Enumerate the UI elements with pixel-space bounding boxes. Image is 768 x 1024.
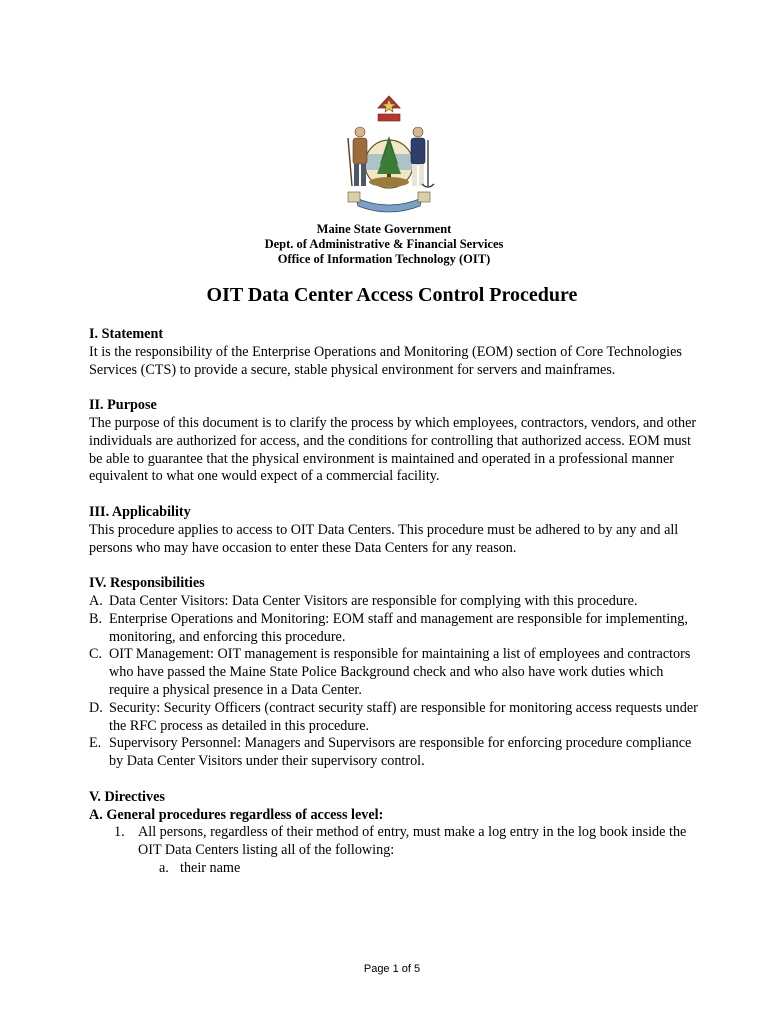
document-title: OIT Data Center Access Control Procedure [206, 284, 578, 306]
statement-heading: I. Statement [89, 326, 164, 342]
page-number: Page 1 of 5 [363, 963, 421, 975]
list-item-text: Security: Security Officers (contract security staff) are responsible for monitoring access requests under the RFC process as detailed in this procedure. [109, 699, 698, 734]
document-body [89, 326, 704, 878]
maine-state-seal [340, 94, 438, 218]
purpose-body: The purpose of this document is to clarify the process by which employees, contractors, vendors, and other individuals are authorized for access, and the conditions for controlling that authorized access. EOM must be able to guarantee that the physical environment is maintained and operated in a professional manner equivalent to what one would expect of a commercial facility. [89, 414, 697, 485]
statement-body: It is the responsibility of the Enterprise Operations and Monitoring (EOM) section of Core Technologies Services (CTS) to provide a secure, stable physical environment for servers and mainframes. [89, 343, 682, 378]
list-marker: D. [89, 699, 103, 716]
list-marker: 1. [114, 824, 125, 841]
list-marker: E. [89, 735, 102, 752]
list-marker: a. [159, 859, 169, 876]
header-line-department: Dept. of Administrative & Financial Services [264, 237, 504, 251]
list-item [89, 593, 704, 611]
applicability-body: This procedure applies to access to OIT Data Centers. This procedure must be adhered to by any and all persons who may have occasion to enter these Data Centers for any reason. [89, 521, 679, 556]
purpose-heading: II. Purpose [89, 397, 157, 414]
list-item [89, 646, 704, 699]
responsibilities-heading: IV. Responsibilities [89, 575, 205, 592]
directives-subheading: A. General procedures regardless of access level: [89, 806, 384, 823]
directive-subitem [89, 860, 704, 878]
list-item [89, 735, 704, 771]
list-item-text: Data Center Visitors: Data Center Visitors are responsible for complying with this procedure. [109, 592, 638, 609]
list-item-text: OIT Management: OIT management is responsible for maintaining a list of employees and contractors who have passed the Maine State Police Background check and who also have work duties which require a physical presence in a Data Center. [109, 646, 691, 698]
applicability-heading: III. Applicability [89, 503, 191, 520]
directives-heading: V. Directives [89, 788, 165, 805]
header-line-office: Office of Information Technology (OIT) [277, 252, 491, 266]
list-marker: A. [89, 592, 103, 609]
list-item-text: Supervisory Personnel: Managers and Supervisors are responsible for enforcing procedure compliance by Data Center Visitors under their supervisory control. [109, 735, 692, 770]
list-marker: B. [89, 610, 103, 627]
list-item-text: Enterprise Operations and Monitoring: EOM staff and management are responsible for implementing, monitoring, and enforcing this procedure. [109, 610, 688, 645]
directive-item [89, 824, 704, 860]
list-marker: C. [89, 646, 103, 663]
header-line-state: Maine State Government [316, 222, 452, 236]
directive-subitem-text: their name [180, 859, 241, 876]
responsibilities-list [89, 593, 704, 771]
directive-item-text: All persons, regardless of their method of entry, must make a log entry in the log book inside the OIT Data Centers listing all of the following: [138, 824, 687, 859]
list-item [89, 700, 704, 736]
list-item [89, 611, 704, 647]
